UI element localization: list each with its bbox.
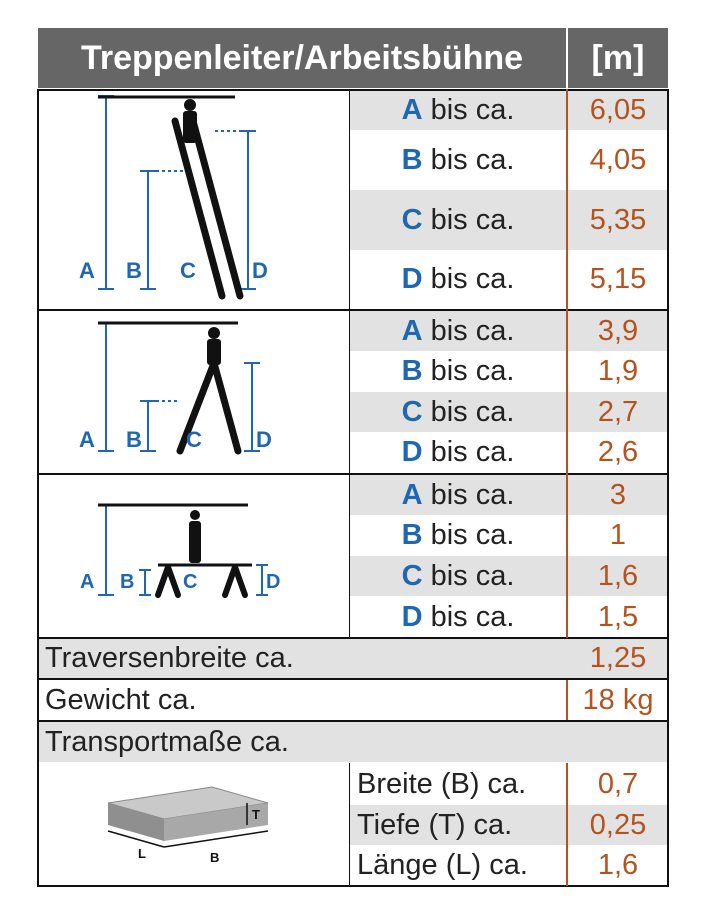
group3-row-a-label: A bis ca.: [401, 478, 515, 511]
group1-row-a-value: 6,05: [589, 93, 647, 126]
svg-text:C: C: [180, 258, 196, 283]
unit-header: [m]: [568, 28, 668, 88]
group2-row-d-label: D bis ca.: [401, 435, 515, 468]
group3-row-b-value: 1: [609, 519, 627, 551]
transport-depth-label: Tiefe (T) ca.: [357, 808, 513, 841]
group3-row-b-label: B bis ca.: [401, 519, 515, 551]
svg-text:L: L: [138, 846, 146, 861]
transport-length-label: Länge (L) ca.: [357, 848, 528, 881]
transport-depth-value: 0,25: [589, 808, 647, 841]
group3-row-a-value: 3: [609, 478, 627, 511]
group1-row-d-label: D bis ca.: [401, 262, 515, 295]
platform-diagram: [40, 475, 349, 637]
group1-row-a-label: A bis ca.: [401, 93, 515, 126]
traverse-label: Traversenbreite ca.: [45, 642, 294, 674]
svg-text:C: C: [186, 427, 202, 452]
transport-label: Transportmaße ca.: [45, 725, 289, 758]
group3-row-d-value: 1,5: [597, 600, 639, 633]
group3-row-c-value: 1,6: [597, 559, 639, 592]
svg-text:A: A: [80, 571, 95, 593]
svg-text:T: T: [252, 807, 260, 822]
group2-row-b-label: B bis ca.: [401, 355, 515, 387]
ladder-diagram-2: [40, 311, 349, 473]
svg-text:B: B: [126, 427, 142, 452]
table-title: Treppenleiter/Arbeitsbühne: [38, 28, 566, 88]
svg-text:D: D: [252, 258, 268, 283]
svg-text:C: C: [183, 571, 198, 593]
group3-row-c-label: C bis ca.: [401, 559, 515, 592]
weight-value: 18 kg: [582, 683, 654, 716]
group1-row-b-value: 4,05: [589, 143, 647, 176]
group2-row-d-value: 2,6: [597, 435, 639, 468]
weight-label: Gewicht ca.: [45, 683, 197, 716]
group2-row-b-value: 1,9: [597, 355, 639, 387]
svg-text:B: B: [126, 258, 142, 283]
transport-width-value: 0,7: [597, 767, 639, 800]
group3-row-d-label: D bis ca.: [401, 600, 515, 633]
group2-row-a-value: 3,9: [597, 314, 639, 347]
group2-row-c-value: 2,7: [597, 395, 639, 428]
group1-row-d-value: 5,15: [589, 262, 647, 295]
group1-row-c-label: C bis ca.: [401, 203, 515, 236]
svg-text:B: B: [210, 850, 220, 865]
svg-text:D: D: [256, 427, 272, 452]
transport-width-label: Breite (B) ca.: [357, 767, 527, 800]
group1-row-c-value: 5,35: [589, 203, 647, 236]
traverse-value: 1,25: [589, 642, 647, 674]
transport-length-value: 1,6: [597, 848, 639, 881]
svg-text:A: A: [79, 427, 95, 452]
svg-text:A: A: [79, 258, 95, 283]
svg-text:B: B: [120, 571, 135, 593]
svg-text:D: D: [266, 571, 281, 593]
transport-box-diagram: [40, 763, 349, 885]
group2-row-a-label: A bis ca.: [401, 314, 515, 347]
ladder-diagram-1: [40, 91, 349, 309]
group2-row-c-label: C bis ca.: [401, 395, 515, 428]
group1-row-b-label: B bis ca.: [401, 143, 515, 176]
